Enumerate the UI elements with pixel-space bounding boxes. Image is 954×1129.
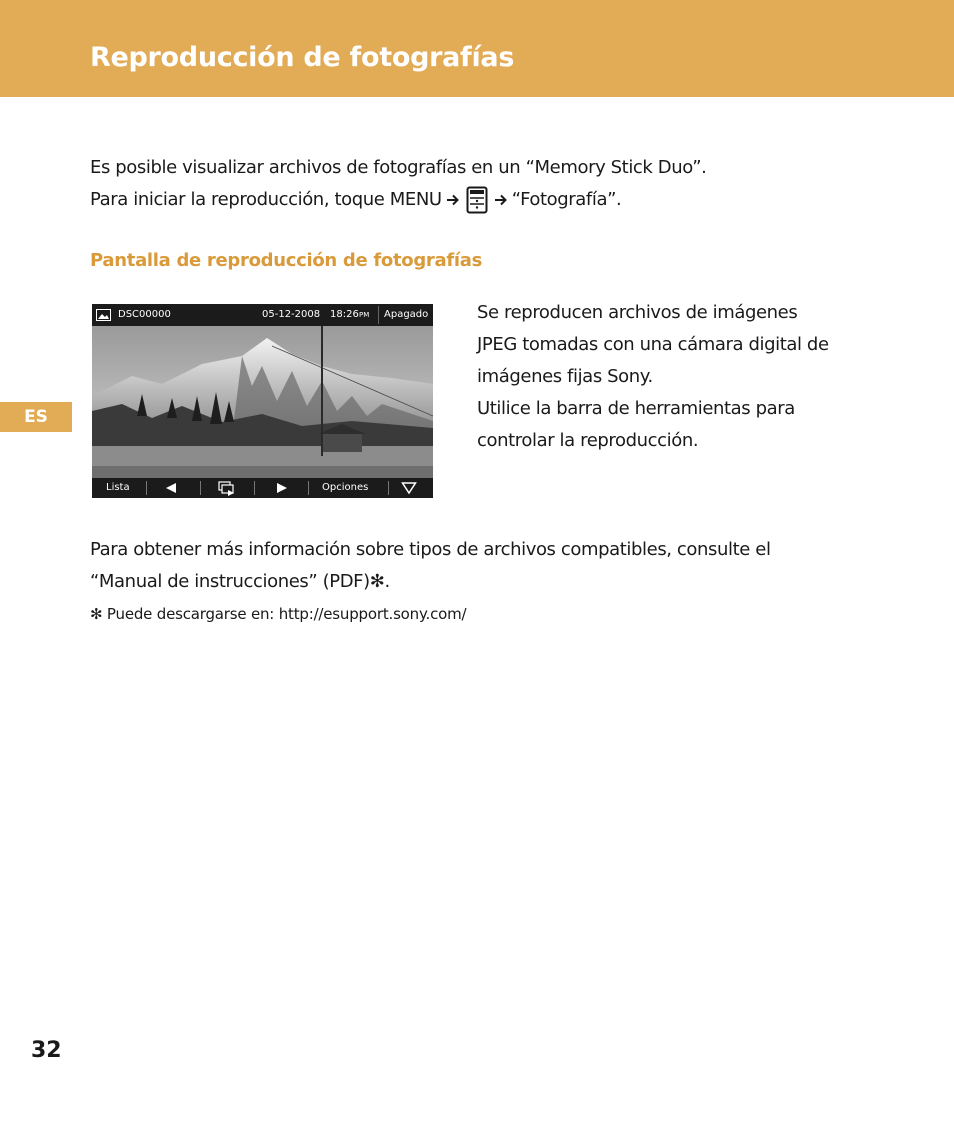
description-line: Utilice la barra de herramientas para bbox=[477, 398, 795, 419]
intro-line-2-prefix: Para iniciar la reproducción, toque MENU bbox=[90, 189, 442, 210]
page-number: 32 bbox=[31, 1038, 62, 1063]
next-icon bbox=[275, 481, 289, 495]
toolbar-divider bbox=[200, 481, 201, 495]
description-line: Se reproducen archivos de imágenes bbox=[477, 302, 798, 323]
more-info-line-1: Para obtener más información sobre tipos de archivos compatibles, consulte el bbox=[90, 539, 771, 560]
time-label: 18:26 bbox=[330, 309, 359, 320]
photo-playback-screen bbox=[92, 304, 433, 498]
screen-toolbar bbox=[92, 478, 433, 498]
toolbar-divider bbox=[254, 481, 255, 495]
slideshow-icon bbox=[218, 481, 236, 496]
language-tab: ES bbox=[0, 402, 72, 432]
date-label: 05-12-2008 bbox=[262, 309, 321, 320]
arrow-right-icon bbox=[446, 193, 460, 207]
previous-button[interactable] bbox=[164, 481, 178, 498]
list-button[interactable]: Lista bbox=[106, 482, 130, 493]
previous-icon bbox=[164, 481, 178, 495]
page-title: Reproducción de fotografías bbox=[90, 42, 515, 73]
description-line: imágenes fijas Sony. bbox=[477, 366, 653, 387]
screen-status-bar bbox=[92, 304, 433, 326]
status-divider bbox=[378, 306, 379, 324]
intro-line-2-suffix: “Fotografía”. bbox=[511, 189, 622, 210]
slideshow-button[interactable] bbox=[218, 481, 236, 498]
page-header bbox=[0, 0, 954, 97]
arrow-right-icon bbox=[494, 193, 508, 207]
intro-paragraph bbox=[90, 152, 706, 216]
toolbar-divider bbox=[388, 481, 389, 495]
photo-icon bbox=[96, 309, 111, 321]
more-info-paragraph bbox=[90, 534, 771, 598]
options-button[interactable]: Opciones bbox=[322, 482, 369, 493]
file-name: DSC00000 bbox=[118, 309, 171, 320]
intro-line-2 bbox=[90, 184, 706, 216]
intro-line-1: Es posible visualizar archivos de fotografías en un “Memory Stick Duo”. bbox=[90, 157, 707, 178]
footnote: ✻ Puede descargarse en: http://esupport.sony.com/ bbox=[90, 605, 467, 623]
next-button[interactable] bbox=[275, 481, 289, 498]
description-line: JPEG tomadas con una cámara digital de bbox=[477, 334, 829, 355]
toolbar-divider bbox=[308, 481, 309, 495]
description-paragraph bbox=[477, 297, 829, 457]
status-label: Apagado bbox=[384, 309, 429, 320]
description-line: controlar la reproducción. bbox=[477, 430, 699, 451]
triangle-down-icon bbox=[401, 481, 417, 495]
mountain-photo bbox=[92, 326, 433, 478]
ampm-label: PM bbox=[359, 311, 370, 319]
collapse-button[interactable] bbox=[401, 481, 417, 498]
more-info-line-2: “Manual de instrucciones” (PDF)✻. bbox=[90, 571, 390, 592]
section-heading: Pantalla de reproducción de fotografías bbox=[90, 250, 482, 271]
storage-menu-icon bbox=[466, 186, 488, 214]
toolbar-divider bbox=[146, 481, 147, 495]
